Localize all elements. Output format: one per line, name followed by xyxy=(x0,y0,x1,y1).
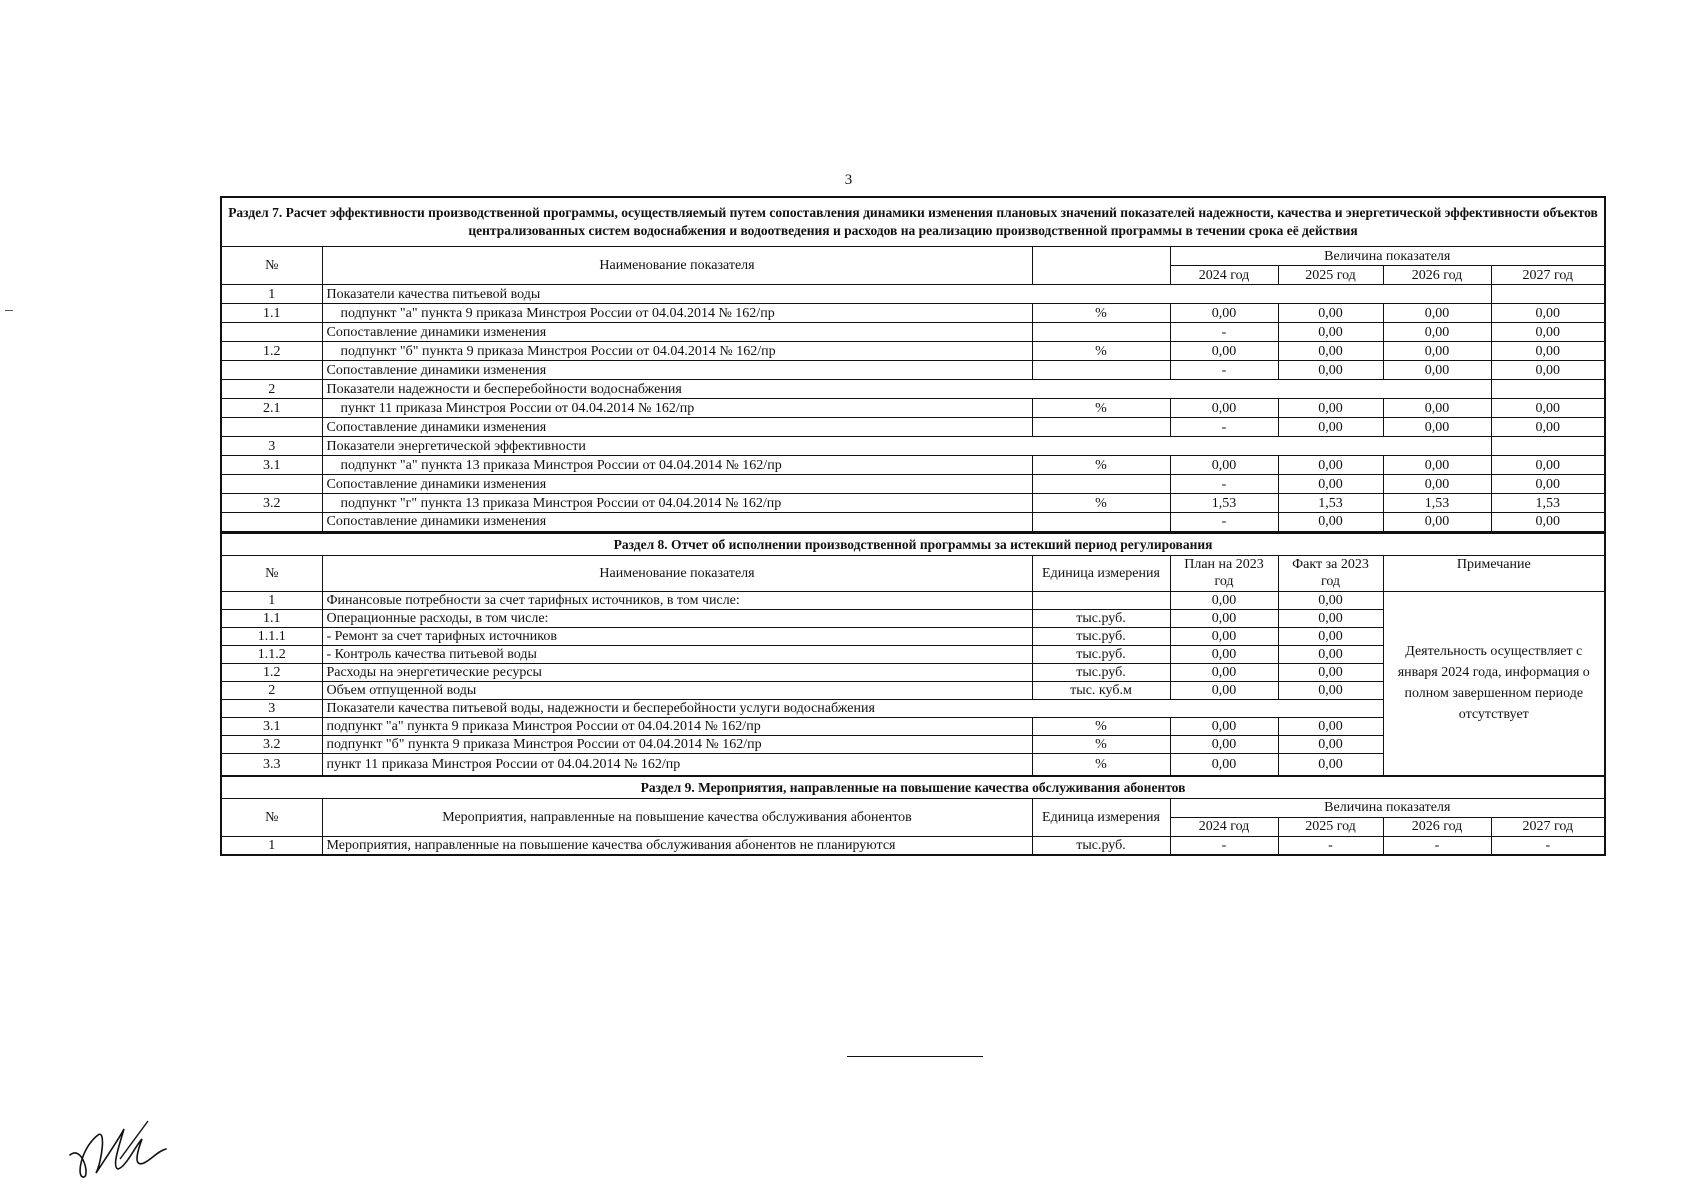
value-cell: - xyxy=(1170,418,1278,437)
indicator-name: пункт 11 приказа Минстроя России от 04.04.2014 № 162/пр xyxy=(322,753,1032,775)
table-row xyxy=(221,304,1605,323)
unit-cell xyxy=(1032,475,1170,494)
s8-col-fact: Факт за 2023 год xyxy=(1278,555,1383,591)
value-cell: 0,00 xyxy=(1383,323,1491,342)
plan-value: 0,00 xyxy=(1170,735,1278,753)
s8-col-name: Наименование показателя xyxy=(322,555,1032,591)
row-number: 3.2 xyxy=(221,494,322,513)
unit-cell: тыс. куб.м xyxy=(1032,681,1170,699)
value-cell: 0,00 xyxy=(1383,418,1491,437)
value-cell: 1,53 xyxy=(1170,494,1278,513)
indicator-name: подпункт "а" пункта 9 приказа Минстроя России от 04.04.2014 № 162/пр xyxy=(322,717,1032,735)
fact-value: 0,00 xyxy=(1278,735,1383,753)
empty-cell xyxy=(1491,285,1605,304)
value-cell: 0,00 xyxy=(1491,456,1605,475)
s9-col-num: № xyxy=(221,798,322,836)
group-title: Показатели качества питьевой воды, надежности и бесперебойности услуги водоснабжения xyxy=(322,699,1383,717)
fact-value: 0,00 xyxy=(1278,645,1383,663)
row-number: 1.1.2 xyxy=(221,645,322,663)
section7-title: Раздел 7. Расчет эффективности производственной программы, осуществляемый путем сопоставления динамики изменения плановых значений показателей надежности, качества и энергетической эффективности объектов централизованных систем водоснабжения и водоотведения и расходов на реализацию производственной программы в течении срока её действия xyxy=(221,197,1605,247)
empty-cell xyxy=(1491,380,1605,399)
unit-cell xyxy=(1032,361,1170,380)
value-cell: 0,00 xyxy=(1491,342,1605,361)
unit-cell: % xyxy=(1032,456,1170,475)
unit-cell: % xyxy=(1032,494,1170,513)
s8-col-plan: План на 2023 год xyxy=(1170,555,1278,591)
indicator-name: Расходы на энергетические ресурсы xyxy=(322,663,1032,681)
row-number xyxy=(221,513,322,532)
value-cell: - xyxy=(1170,323,1278,342)
table-row xyxy=(221,591,1605,609)
table-row xyxy=(221,399,1605,418)
unit-cell: % xyxy=(1032,717,1170,735)
plan-value: 0,00 xyxy=(1170,627,1278,645)
unit-cell xyxy=(1032,513,1170,532)
value-cell: 0,00 xyxy=(1170,304,1278,323)
indicator-name: Сопоставление динамики изменения xyxy=(322,361,1032,380)
plan-value: 0,00 xyxy=(1170,753,1278,775)
s9-col-unit: Единица измерения xyxy=(1032,798,1170,836)
table-row xyxy=(221,323,1605,342)
indicator-name: Сопоставление динамики изменения xyxy=(322,323,1032,342)
value-cell: - xyxy=(1170,475,1278,494)
row-number: 1.1 xyxy=(221,609,322,627)
year-2024: 2024 год xyxy=(1170,266,1278,285)
section8-table xyxy=(220,533,1606,776)
indicator-name: Финансовые потребности за счет тарифных источников, в том числе: xyxy=(322,591,1032,609)
document-table xyxy=(220,196,1604,856)
indicator-name: - Ремонт за счет тарифных источников xyxy=(322,627,1032,645)
row-number: 1 xyxy=(221,285,322,304)
s9-year-2027: 2027 год xyxy=(1491,817,1605,836)
row-number: 2.1 xyxy=(221,399,322,418)
table-row xyxy=(221,380,1605,399)
value-cell: 0,00 xyxy=(1383,304,1491,323)
unit-cell: тыс.руб. xyxy=(1032,645,1170,663)
indicator-name: подпункт "б" пункта 9 приказа Минстроя России от 04.04.2014 № 162/пр xyxy=(322,735,1032,753)
row-number: 3 xyxy=(221,437,322,456)
s9-col-value: Величина показателя xyxy=(1170,798,1605,817)
value-cell: - xyxy=(1170,361,1278,380)
value-cell: 0,00 xyxy=(1278,418,1383,437)
row-number xyxy=(221,418,322,437)
unit-cell: тыс.руб. xyxy=(1032,663,1170,681)
value-cell: 0,00 xyxy=(1383,342,1491,361)
row-number: 3 xyxy=(221,699,322,717)
table-row xyxy=(221,285,1605,304)
value-cell: - xyxy=(1170,513,1278,532)
value-cell: 0,00 xyxy=(1491,399,1605,418)
note-cell: Деятельность осуществляет с января 2024 года, информация о полном завершенном периоде отсутствует xyxy=(1383,591,1605,775)
measure-name: Мероприятия, направленные на повышение качества обслуживания абонентов не планируются xyxy=(322,836,1032,855)
table-row xyxy=(221,342,1605,361)
section8-title: Раздел 8. Отчет об исполнении производственной программы за истекший период регулирования xyxy=(221,533,1605,555)
value-cell: 0,00 xyxy=(1491,323,1605,342)
page-number: 3 xyxy=(844,172,853,188)
value-cell: 0,00 xyxy=(1278,475,1383,494)
table-row xyxy=(221,456,1605,475)
unit-cell xyxy=(1032,323,1170,342)
value-cell: 0,00 xyxy=(1170,342,1278,361)
value-cell: 0,00 xyxy=(1278,456,1383,475)
signature-image xyxy=(62,1115,172,1185)
unit-cell xyxy=(1032,418,1170,437)
value-cell: 0,00 xyxy=(1491,361,1605,380)
col-value: Величина показателя xyxy=(1170,247,1605,266)
row-number: 1.1.1 xyxy=(221,627,322,645)
value-cell: 0,00 xyxy=(1491,304,1605,323)
s8-col-unit: Единица измерения xyxy=(1032,555,1170,591)
plan-value: 0,00 xyxy=(1170,717,1278,735)
table-row xyxy=(221,361,1605,380)
unit-cell: тыс.руб. xyxy=(1032,609,1170,627)
unit-cell: % xyxy=(1032,753,1170,775)
row-number: 1 xyxy=(221,836,322,855)
value-cell: - xyxy=(1491,836,1605,855)
group-title: Показатели качества питьевой воды xyxy=(322,285,1491,304)
value-cell: 0,00 xyxy=(1170,456,1278,475)
value-cell: 0,00 xyxy=(1278,361,1383,380)
margin-mark xyxy=(5,310,13,311)
col-num: № xyxy=(221,247,322,285)
year-2027: 2027 год xyxy=(1491,266,1605,285)
s9-year-2024: 2024 год xyxy=(1170,817,1278,836)
indicator-name: подпункт "г" пункта 13 приказа Минстроя России от 04.04.2014 № 162/пр xyxy=(322,494,1032,513)
value-cell: 0,00 xyxy=(1278,323,1383,342)
table-row xyxy=(221,418,1605,437)
indicator-name: пункт 11 приказа Минстроя России от 04.04.2014 № 162/пр xyxy=(322,399,1032,418)
value-cell: 0,00 xyxy=(1278,513,1383,532)
value-cell: 0,00 xyxy=(1491,475,1605,494)
fact-value: 0,00 xyxy=(1278,717,1383,735)
plan-value: 0,00 xyxy=(1170,681,1278,699)
row-number xyxy=(221,361,322,380)
table-row xyxy=(221,437,1605,456)
value-cell: 0,00 xyxy=(1278,342,1383,361)
value-cell: 0,00 xyxy=(1383,513,1491,532)
unit-cell: % xyxy=(1032,342,1170,361)
section9-title: Раздел 9. Мероприятия, направленные на повышение качества обслуживания абонентов xyxy=(221,776,1605,798)
plan-value: 0,00 xyxy=(1170,591,1278,609)
unit-cell: % xyxy=(1032,735,1170,753)
s9-year-2026: 2026 год xyxy=(1383,817,1491,836)
value-cell: - xyxy=(1170,836,1278,855)
value-cell: 1,53 xyxy=(1491,494,1605,513)
plan-value: 0,00 xyxy=(1170,663,1278,681)
value-cell: 0,00 xyxy=(1170,399,1278,418)
s9-year-2025: 2025 год xyxy=(1278,817,1383,836)
table-row xyxy=(221,494,1605,513)
col-name: Наименование показателя xyxy=(322,247,1032,285)
value-cell: - xyxy=(1383,836,1491,855)
indicator-name: подпункт "б" пункта 9 приказа Минстроя России от 04.04.2014 № 162/пр xyxy=(322,342,1032,361)
row-number: 1 xyxy=(221,591,322,609)
value-cell: 0,00 xyxy=(1278,399,1383,418)
fact-value: 0,00 xyxy=(1278,591,1383,609)
s8-col-num: № xyxy=(221,555,322,591)
row-number xyxy=(221,323,322,342)
group-title: Показатели надежности и бесперебойности водоснабжения xyxy=(322,380,1491,399)
section7-table xyxy=(220,196,1606,533)
value-cell: 0,00 xyxy=(1278,304,1383,323)
indicator-name: подпункт "а" пункта 9 приказа Минстроя России от 04.04.2014 № 162/пр xyxy=(322,304,1032,323)
footer-rule xyxy=(847,1056,983,1057)
fact-value: 0,00 xyxy=(1278,753,1383,775)
indicator-name: Сопоставление динамики изменения xyxy=(322,475,1032,494)
row-number: 1.1 xyxy=(221,304,322,323)
indicator-name: подпункт "а" пункта 13 приказа Минстроя России от 04.04.2014 № 162/пр xyxy=(322,456,1032,475)
value-cell: 1,53 xyxy=(1383,494,1491,513)
value-cell: 0,00 xyxy=(1383,475,1491,494)
row-number: 2 xyxy=(221,681,322,699)
row-number: 3.1 xyxy=(221,717,322,735)
table-row xyxy=(221,836,1605,855)
value-cell: 0,00 xyxy=(1491,513,1605,532)
value-cell: 0,00 xyxy=(1491,418,1605,437)
s9-col-name: Мероприятия, направленные на повышение качества обслуживания абонентов xyxy=(322,798,1032,836)
year-2026: 2026 год xyxy=(1383,266,1491,285)
table-row xyxy=(221,475,1605,494)
row-number: 2 xyxy=(221,380,322,399)
year-2025: 2025 год xyxy=(1278,266,1383,285)
unit-cell: % xyxy=(1032,304,1170,323)
indicator-name: Сопоставление динамики изменения xyxy=(322,513,1032,532)
row-number xyxy=(221,475,322,494)
group-title: Показатели энергетической эффективности xyxy=(322,437,1491,456)
unit-cell: % xyxy=(1032,399,1170,418)
unit-cell xyxy=(1032,591,1170,609)
plan-value: 0,00 xyxy=(1170,645,1278,663)
row-number: 3.1 xyxy=(221,456,322,475)
plan-value: 0,00 xyxy=(1170,609,1278,627)
row-number: 3.3 xyxy=(221,753,322,775)
fact-value: 0,00 xyxy=(1278,663,1383,681)
value-cell: - xyxy=(1278,836,1383,855)
fact-value: 0,00 xyxy=(1278,609,1383,627)
row-number: 1.2 xyxy=(221,342,322,361)
value-cell: 1,53 xyxy=(1278,494,1383,513)
unit-cell: тыс.руб. xyxy=(1032,627,1170,645)
col-unit-empty xyxy=(1032,247,1170,285)
indicator-name: Сопоставление динамики изменения xyxy=(322,418,1032,437)
indicator-name: - Контроль качества питьевой воды xyxy=(322,645,1032,663)
empty-cell xyxy=(1491,437,1605,456)
value-cell: 0,00 xyxy=(1383,361,1491,380)
unit-cell: тыс.руб. xyxy=(1032,836,1170,855)
value-cell: 0,00 xyxy=(1383,456,1491,475)
row-number: 1.2 xyxy=(221,663,322,681)
s8-col-note: Примечание xyxy=(1383,555,1605,591)
fact-value: 0,00 xyxy=(1278,627,1383,645)
value-cell: 0,00 xyxy=(1383,399,1491,418)
table-row xyxy=(221,513,1605,532)
fact-value: 0,00 xyxy=(1278,681,1383,699)
indicator-name: Операционные расходы, в том числе: xyxy=(322,609,1032,627)
section9-table xyxy=(220,776,1606,857)
indicator-name: Объем отпущенной воды xyxy=(322,681,1032,699)
row-number: 3.2 xyxy=(221,735,322,753)
